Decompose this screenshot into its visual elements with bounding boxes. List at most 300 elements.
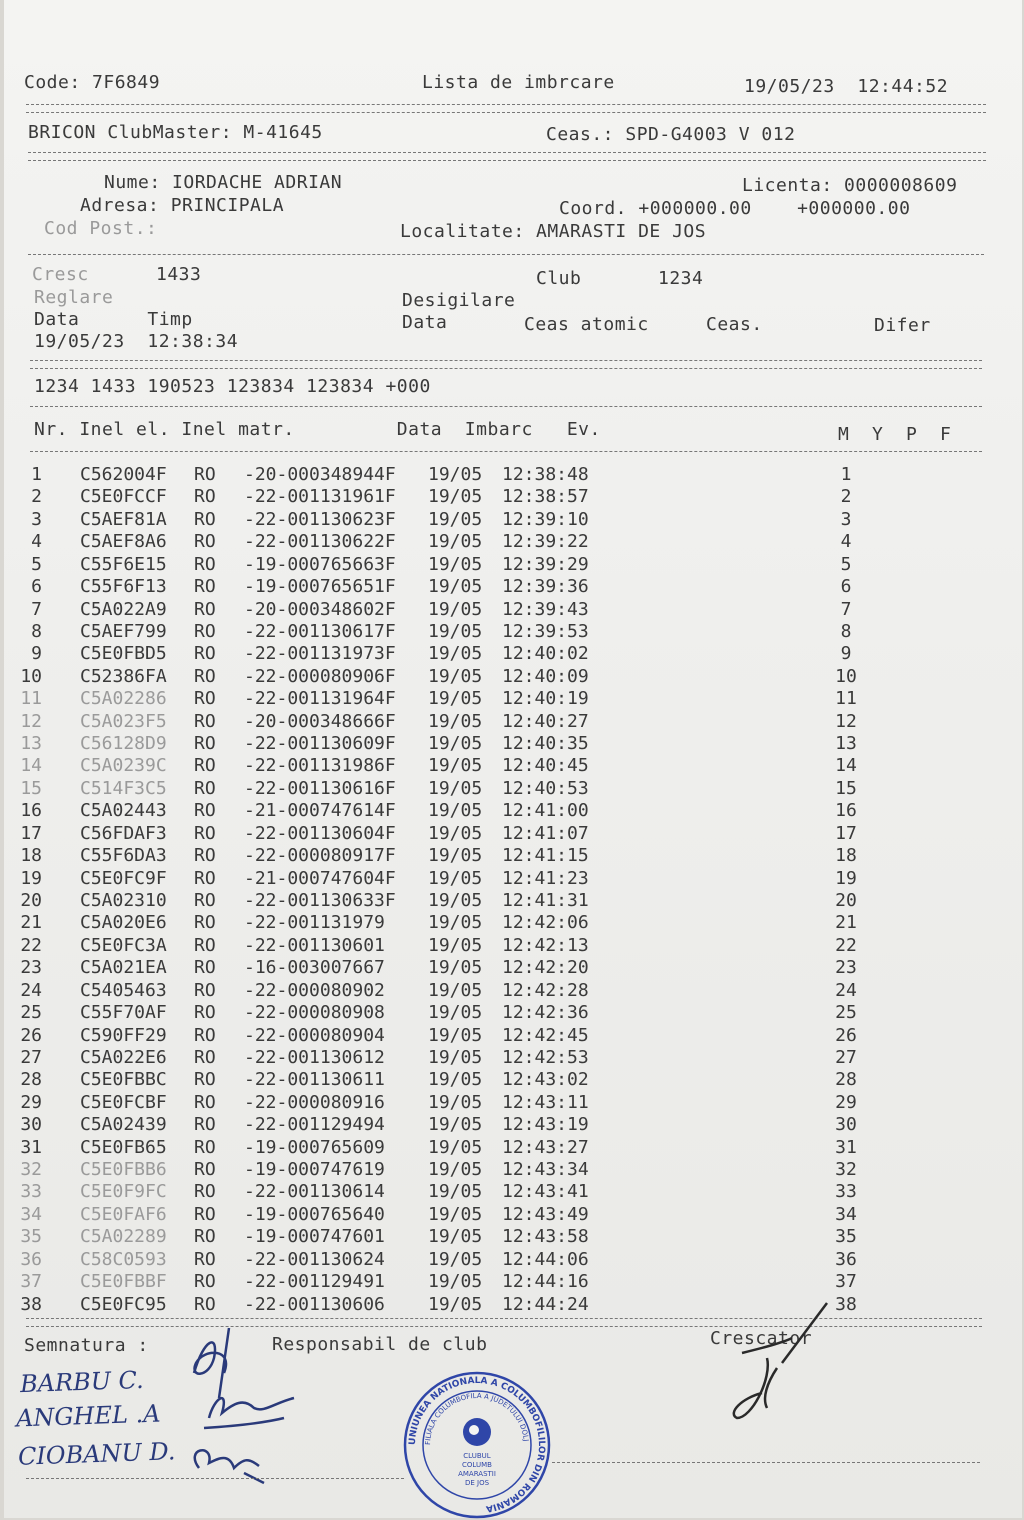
cell-nr: 32 xyxy=(20,1159,42,1181)
clubmaster-label: BRICON ClubMaster: M-41645 xyxy=(28,122,323,143)
table-row xyxy=(4,778,1004,800)
cell-ro: RO xyxy=(194,1181,216,1203)
cell-m: 20 xyxy=(835,889,857,911)
table-row xyxy=(4,1249,1004,1271)
cell-m: 15 xyxy=(835,777,857,799)
cell-m: 28 xyxy=(835,1069,857,1091)
cell-nr: 24 xyxy=(20,979,42,1001)
svg-text:DE JOS: DE JOS xyxy=(464,1479,490,1487)
cell-ro: RO xyxy=(194,1136,216,1158)
cell-nr: 3 xyxy=(31,508,42,530)
cell-nr: 16 xyxy=(20,800,42,822)
table-row xyxy=(4,1069,1004,1091)
cell-ro: RO xyxy=(194,733,216,755)
cell-data: 19/05 xyxy=(428,777,483,799)
cell-m: 10 xyxy=(835,665,857,687)
svg-text:CLUBUL: CLUBUL xyxy=(463,1452,491,1460)
table-header: Nr. Inel el. Inel matr. Data Imbarc Ev. xyxy=(34,419,601,440)
cell-data: 19/05 xyxy=(428,1159,483,1181)
cell-nr: 25 xyxy=(20,1002,42,1024)
table-row xyxy=(4,957,1004,979)
divider xyxy=(26,112,986,113)
cell-matr: -21-000747614F xyxy=(244,800,396,822)
cell-time: 12:42:36 xyxy=(502,1002,589,1024)
cell-data: 19/05 xyxy=(428,1181,483,1203)
cell-ro: RO xyxy=(194,889,216,911)
cell-el: C5E0FC3A xyxy=(80,934,167,956)
divider xyxy=(30,360,982,361)
cell-ro: RO xyxy=(194,777,216,799)
cell-data: 19/05 xyxy=(428,1136,483,1158)
cell-el: C5A02286 xyxy=(80,688,167,710)
cell-matr: -22-001130623F xyxy=(244,508,396,530)
cell-time: 12:38:48 xyxy=(502,464,589,485)
cell-ro: RO xyxy=(194,553,216,575)
cell-m: 5 xyxy=(840,553,852,575)
cell-el: C5405463 xyxy=(80,979,167,1001)
cell-data: 19/05 xyxy=(428,867,483,889)
clock-header: Ceas. xyxy=(706,314,763,335)
cell-el: C5E0FC95 xyxy=(80,1293,167,1315)
cell-matr: -22-001131964F xyxy=(244,688,396,710)
table-row xyxy=(4,845,1004,867)
cell-data: 19/05 xyxy=(428,1069,483,1091)
cell-el: C58C0593 xyxy=(80,1248,167,1270)
cell-time: 12:43:58 xyxy=(502,1226,589,1248)
cell-m: 34 xyxy=(835,1203,857,1225)
table-row xyxy=(4,980,1004,1002)
svg-text:FILIALA COLUMBOFILA A JUDETULU: FILIALA COLUMBOFILA A JUDETULUI DOLJ xyxy=(423,1391,530,1446)
cell-data: 19/05 xyxy=(428,665,483,687)
cell-time: 12:39:10 xyxy=(502,508,589,530)
cell-m: 8 xyxy=(840,620,852,642)
cell-nr: 13 xyxy=(20,733,42,755)
table-row xyxy=(4,733,1004,755)
cell-data: 19/05 xyxy=(428,688,483,710)
table-row xyxy=(4,599,1004,621)
table-row xyxy=(4,531,1004,553)
locality: Localitate: AMARASTI DE JOS xyxy=(400,221,707,242)
cell-nr: 10 xyxy=(20,665,42,687)
table-row xyxy=(4,1271,1004,1293)
cell-m: 32 xyxy=(835,1159,857,1181)
cell-ro: RO xyxy=(194,1226,216,1248)
cell-ro: RO xyxy=(194,867,216,889)
cell-matr: -22-001130624 xyxy=(244,1248,385,1270)
cell-nr: 7 xyxy=(31,598,42,620)
cell-el: C5A023F5 xyxy=(80,710,167,732)
cell-time: 12:43:34 xyxy=(502,1159,589,1181)
cell-ro: RO xyxy=(194,979,216,1001)
cell-matr: -22-001129494 xyxy=(244,1114,385,1136)
cell-m: 13 xyxy=(835,733,857,755)
cell-nr: 11 xyxy=(20,688,42,710)
postal-code-label: Cod Post.: xyxy=(44,218,158,239)
cell-ro: RO xyxy=(194,508,216,530)
cell-data: 19/05 xyxy=(428,845,483,867)
svg-text:AMARASTII: AMARASTII xyxy=(458,1470,496,1478)
cell-matr: -22-001130606 xyxy=(244,1293,385,1315)
cell-el: C5AEF8A6 xyxy=(80,531,167,553)
divider xyxy=(28,152,986,153)
cell-ro: RO xyxy=(194,912,216,934)
cell-matr: -19-000765663F xyxy=(244,553,396,575)
cell-data: 19/05 xyxy=(428,1046,483,1068)
cell-data: 19/05 xyxy=(428,733,483,755)
cell-el: C55F6F13 xyxy=(80,576,167,598)
cell-data: 19/05 xyxy=(428,957,483,979)
table-row xyxy=(4,621,1004,643)
clock-label: Ceas.: SPD-G4003 V 012 xyxy=(546,124,796,145)
cell-nr: 22 xyxy=(20,934,42,956)
table-row xyxy=(4,935,1004,957)
cell-data: 19/05 xyxy=(428,508,483,530)
cell-data: 19/05 xyxy=(428,800,483,822)
table-row xyxy=(4,688,1004,710)
cell-time: 12:43:02 xyxy=(502,1069,589,1091)
cell-nr: 12 xyxy=(20,710,42,732)
cell-time: 12:40:09 xyxy=(502,665,589,687)
reglare-values: 19/05/23 12:38:34 xyxy=(34,331,239,352)
cell-ro: RO xyxy=(194,531,216,553)
cell-el: C55F6E15 xyxy=(80,553,167,575)
cell-time: 12:44:24 xyxy=(502,1293,589,1315)
cell-data: 19/05 xyxy=(428,620,483,642)
cell-data: 19/05 xyxy=(428,1226,483,1248)
cell-matr: -22-001130601 xyxy=(244,934,385,956)
table-row xyxy=(4,666,1004,688)
cell-time: 12:42:20 xyxy=(502,957,589,979)
cell-m: 38 xyxy=(835,1293,857,1315)
cell-el: C5E0FCBF xyxy=(80,1091,167,1113)
cell-data: 19/05 xyxy=(428,486,483,508)
cell-time: 12:39:36 xyxy=(502,576,589,598)
cell-matr: -22-001130616F xyxy=(244,777,396,799)
cell-data: 19/05 xyxy=(428,710,483,732)
cell-ro: RO xyxy=(194,1248,216,1270)
cell-nr: 9 xyxy=(31,643,42,665)
breeder-id: 1433 xyxy=(156,264,202,285)
cell-nr: 18 xyxy=(20,845,42,867)
cell-time: 12:38:57 xyxy=(502,486,589,508)
cell-ro: RO xyxy=(194,1024,216,1046)
cell-time: 12:41:23 xyxy=(502,867,589,889)
cell-m: 7 xyxy=(840,598,852,620)
cell-nr: 37 xyxy=(20,1271,42,1293)
cell-matr: -22-000080908 xyxy=(244,1002,385,1024)
cell-nr: 19 xyxy=(20,867,42,889)
cell-time: 12:42:06 xyxy=(502,912,589,934)
table-row xyxy=(4,464,1004,486)
boarding-list-paper xyxy=(4,0,1022,1518)
cell-data: 19/05 xyxy=(428,1248,483,1270)
cell-data: 19/05 xyxy=(428,822,483,844)
cell-el: C5A02289 xyxy=(80,1226,167,1248)
cell-m: 26 xyxy=(835,1024,857,1046)
cell-el: C5E0FAF6 xyxy=(80,1203,167,1225)
handwritten-signatures xyxy=(174,1318,314,1493)
cell-nr: 26 xyxy=(20,1024,42,1046)
cell-time: 12:41:07 xyxy=(502,822,589,844)
table-row xyxy=(4,755,1004,777)
cell-data: 19/05 xyxy=(428,1293,483,1315)
cell-el: C5E0FCCF xyxy=(80,486,167,508)
divider xyxy=(30,451,982,452)
table-row xyxy=(4,890,1004,912)
cell-m: 25 xyxy=(835,1002,857,1024)
cell-time: 12:44:16 xyxy=(502,1271,589,1293)
table-row xyxy=(4,1204,1004,1226)
breeder-signature-label: Crescator xyxy=(710,1328,813,1349)
cell-time: 12:40:19 xyxy=(502,688,589,710)
cell-el: C5A022E6 xyxy=(80,1046,167,1068)
table-row xyxy=(4,1114,1004,1136)
summary-line: 1234 1433 190523 123834 123834 +000 xyxy=(34,376,431,397)
cell-el: C514F3C5 xyxy=(80,777,167,799)
cell-m: 22 xyxy=(835,934,857,956)
cell-m: 18 xyxy=(835,845,857,867)
breeder-label: Cresc xyxy=(32,264,89,285)
desigilare-data-header: Data xyxy=(402,312,448,333)
cell-ro: RO xyxy=(194,1069,216,1091)
table-row xyxy=(4,1092,1004,1114)
cell-data: 19/05 xyxy=(428,1024,483,1046)
cell-nr: 4 xyxy=(31,531,42,553)
cell-matr: -22-001130622F xyxy=(244,531,396,553)
difference-header: Difer xyxy=(874,315,931,336)
cell-time: 12:44:06 xyxy=(502,1248,589,1270)
cell-matr: -19-000765609 xyxy=(244,1136,385,1158)
signer-name-3: CIOBANU D. xyxy=(17,1437,176,1471)
cell-matr: -22-001131986F xyxy=(244,755,396,777)
cell-matr: -22-000080917F xyxy=(244,845,396,867)
cell-ro: RO xyxy=(194,934,216,956)
cell-el: C55F70AF xyxy=(80,1002,167,1024)
cell-time: 12:40:45 xyxy=(502,755,589,777)
cell-el: C5E0FBBC xyxy=(80,1069,167,1091)
club-responsible-label: Responsabil de club xyxy=(272,1334,488,1355)
cell-ro: RO xyxy=(194,620,216,642)
cell-ro: RO xyxy=(194,1271,216,1293)
table-row xyxy=(4,823,1004,845)
cell-el: C5E0FC9F xyxy=(80,867,167,889)
cell-matr: -22-001130604F xyxy=(244,822,396,844)
cell-nr: 34 xyxy=(20,1203,42,1225)
cell-matr: -20-000348944F xyxy=(244,464,396,485)
table-row xyxy=(4,711,1004,733)
club-label: Club xyxy=(536,268,582,289)
cell-time: 12:43:49 xyxy=(502,1203,589,1225)
table-row xyxy=(4,1137,1004,1159)
cell-matr: -16-003007667 xyxy=(244,957,385,979)
cell-m: 14 xyxy=(835,755,857,777)
divider xyxy=(552,1462,980,1463)
cell-m: 37 xyxy=(835,1271,857,1293)
cell-ro: RO xyxy=(194,486,216,508)
cell-ro: RO xyxy=(194,643,216,665)
table-row xyxy=(4,576,1004,598)
cell-matr: -22-000080904 xyxy=(244,1024,385,1046)
cell-matr: -22-001130617F xyxy=(244,620,396,642)
cell-data: 19/05 xyxy=(428,464,483,485)
atomic-clock-header: Ceas atomic xyxy=(524,314,649,335)
cell-time: 12:41:31 xyxy=(502,889,589,911)
cell-matr: -22-001131961F xyxy=(244,486,396,508)
cell-matr: -22-001130614 xyxy=(244,1181,385,1203)
cell-m: 12 xyxy=(835,710,857,732)
cell-data: 19/05 xyxy=(428,643,483,665)
cell-ro: RO xyxy=(194,755,216,777)
cell-matr: -21-000747604F xyxy=(244,867,396,889)
cell-m: 36 xyxy=(835,1248,857,1270)
cell-el: C5A0239C xyxy=(80,755,167,777)
cell-el: C5A021EA xyxy=(80,957,167,979)
cell-time: 12:43:11 xyxy=(502,1091,589,1113)
cell-data: 19/05 xyxy=(428,1271,483,1293)
cell-matr: -22-001130609F xyxy=(244,733,396,755)
cell-time: 12:40:02 xyxy=(502,643,589,665)
cell-m: 1 xyxy=(840,464,852,485)
divider xyxy=(28,160,986,161)
table-row xyxy=(4,1294,1004,1316)
cell-m: 4 xyxy=(840,531,852,553)
table-row xyxy=(4,1002,1004,1024)
cell-el: C590FF29 xyxy=(80,1024,167,1046)
cell-matr: -19-000747619 xyxy=(244,1159,385,1181)
cell-el: C5E0F9FC xyxy=(80,1181,167,1203)
cell-nr: 15 xyxy=(20,777,42,799)
cell-time: 12:42:53 xyxy=(502,1046,589,1068)
cell-time: 12:43:27 xyxy=(502,1136,589,1158)
cell-nr: 31 xyxy=(20,1136,42,1158)
cell-m: 27 xyxy=(835,1046,857,1068)
cell-ro: RO xyxy=(194,845,216,867)
cell-ro: RO xyxy=(194,1046,216,1068)
cell-el: C55F6DA3 xyxy=(80,845,167,867)
cell-matr: -22-000080902 xyxy=(244,979,385,1001)
cell-ro: RO xyxy=(194,665,216,687)
cell-m: 21 xyxy=(835,912,857,934)
cell-time: 12:39:29 xyxy=(502,553,589,575)
divider xyxy=(26,104,986,105)
signature-label: Semnatura : xyxy=(24,1335,149,1356)
reglare-label: Reglare xyxy=(34,287,114,308)
cell-nr: 8 xyxy=(31,620,42,642)
cell-time: 12:39:22 xyxy=(502,531,589,553)
cell-el: C5A020E6 xyxy=(80,912,167,934)
cell-data: 19/05 xyxy=(428,1091,483,1113)
cell-ro: RO xyxy=(194,576,216,598)
cell-nr: 38 xyxy=(20,1293,42,1315)
cell-nr: 21 xyxy=(20,912,42,934)
code-label: Code: 7F6849 xyxy=(24,72,161,93)
cell-el: C5E0FBB6 xyxy=(80,1159,167,1181)
svg-text:COLUMB: COLUMB xyxy=(462,1461,492,1469)
cell-time: 12:42:28 xyxy=(502,979,589,1001)
cell-ro: RO xyxy=(194,464,216,485)
table-row xyxy=(4,1047,1004,1069)
cell-matr: -22-001131979 xyxy=(244,912,385,934)
cell-el: C5A02310 xyxy=(80,889,167,911)
cell-el: C5AEF799 xyxy=(80,620,167,642)
cell-data: 19/05 xyxy=(428,912,483,934)
cell-data: 19/05 xyxy=(428,576,483,598)
cell-el: C52386FA xyxy=(80,665,167,687)
cell-matr: -22-001130633F xyxy=(244,889,396,911)
cell-nr: 2 xyxy=(31,486,42,508)
cell-data: 19/05 xyxy=(428,889,483,911)
cell-m: 23 xyxy=(835,957,857,979)
cell-data: 19/05 xyxy=(428,1114,483,1136)
cell-nr: 5 xyxy=(31,553,42,575)
owner-address: Adresa: PRINCIPALA xyxy=(80,195,285,216)
cell-el: C5A02439 xyxy=(80,1114,167,1136)
table-row xyxy=(4,509,1004,531)
signer-name-1: BARBU C. xyxy=(19,1365,145,1399)
table-row xyxy=(4,486,1004,508)
table-row xyxy=(4,554,1004,576)
cell-m: 9 xyxy=(840,643,852,665)
document-title: Lista de imbrcare xyxy=(422,72,615,93)
cell-data: 19/05 xyxy=(428,979,483,1001)
cell-m: 17 xyxy=(835,822,857,844)
cell-matr: -20-000348666F xyxy=(244,710,396,732)
divider xyxy=(26,1478,404,1479)
cell-data: 19/05 xyxy=(428,553,483,575)
table-header-flags: M Y P F xyxy=(838,424,952,445)
cell-time: 12:40:35 xyxy=(502,733,589,755)
cell-time: 12:42:45 xyxy=(502,1024,589,1046)
cell-time: 12:41:00 xyxy=(502,800,589,822)
cell-ro: RO xyxy=(194,1091,216,1113)
print-datetime: 19/05/23 12:44:52 xyxy=(744,76,949,97)
table-row xyxy=(4,800,1004,822)
svg-text:UNIUNEA NATIONALA A COLUMBOFIL: UNIUNEA NATIONALA A COLUMBOFILILOR DIN ROMANIA xyxy=(407,1375,547,1514)
cell-m: 33 xyxy=(835,1181,857,1203)
cell-ro: RO xyxy=(194,957,216,979)
cell-nr: 14 xyxy=(20,755,42,777)
cell-nr: 28 xyxy=(20,1069,42,1091)
table-row xyxy=(4,1025,1004,1047)
cell-ro: RO xyxy=(194,1002,216,1024)
divider xyxy=(28,254,984,255)
cell-time: 12:42:13 xyxy=(502,934,589,956)
cell-ro: RO xyxy=(194,710,216,732)
cell-nr: 17 xyxy=(20,822,42,844)
cell-nr: 6 xyxy=(31,576,42,598)
cell-ro: RO xyxy=(194,1293,216,1315)
cell-ro: RO xyxy=(194,1159,216,1181)
cell-nr: 27 xyxy=(20,1046,42,1068)
table-row xyxy=(4,1159,1004,1181)
table-row xyxy=(4,912,1004,934)
breeder-signature xyxy=(722,1298,842,1428)
cell-ro: RO xyxy=(194,598,216,620)
divider xyxy=(30,368,982,369)
cell-ro: RO xyxy=(194,822,216,844)
cell-m: 30 xyxy=(835,1114,857,1136)
cell-nr: 23 xyxy=(20,957,42,979)
cell-m: 35 xyxy=(835,1226,857,1248)
cell-time: 12:39:53 xyxy=(502,620,589,642)
cell-m: 24 xyxy=(835,979,857,1001)
owner-name: Nume: IORDACHE ADRIAN xyxy=(104,172,343,193)
cell-time: 12:40:27 xyxy=(502,710,589,732)
cell-time: 12:43:41 xyxy=(502,1181,589,1203)
cell-el: C56128D9 xyxy=(80,733,167,755)
cell-m: 3 xyxy=(840,508,852,530)
cell-el: C5A022A9 xyxy=(80,598,167,620)
